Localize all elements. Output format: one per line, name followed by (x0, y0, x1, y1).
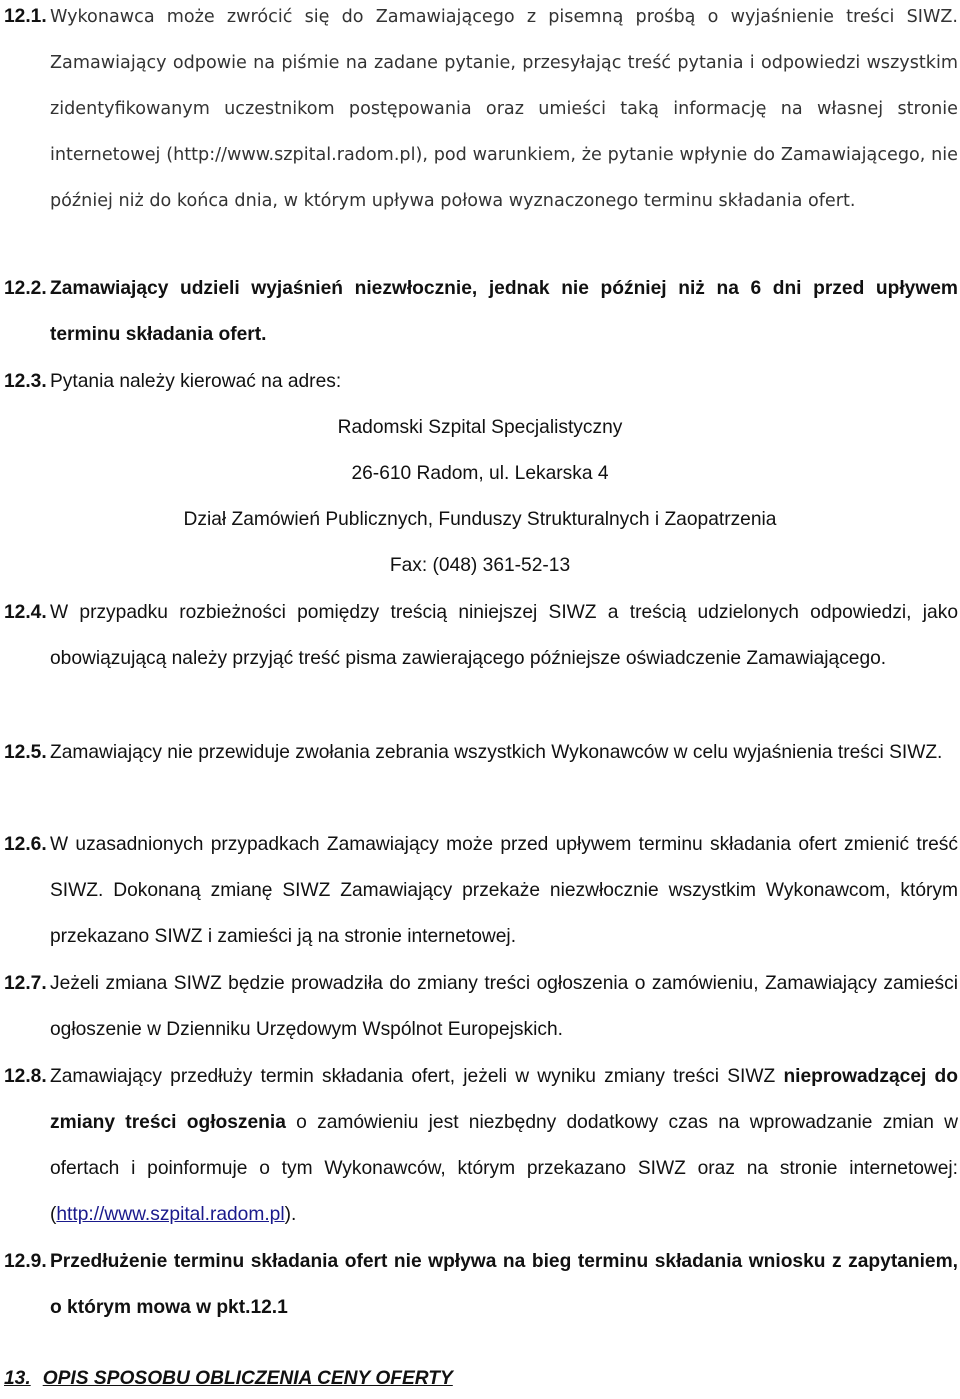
section-12-2 (4, 266, 958, 358)
section-number: 12.8. (4, 1066, 47, 1087)
section-number: 12.3. (4, 371, 47, 392)
section-text: Jeżeli zmiana SIWZ będzie prowadziła do zmiany treści ogłoszenia o zamówieniu, Zamawiający zamieści ogłoszenie w Dzienniku Urzędowym Wspólnot Europejskich. (50, 973, 958, 1040)
section-12-3 (4, 359, 958, 405)
section-12-7 (4, 961, 958, 1053)
section-number: 12.6. (4, 834, 47, 855)
section-12-5 (4, 730, 958, 776)
section-text: Wykonawca może zwrócić się do Zamawiającego z pisemną prośbą o wyjaśnienie treści SIWZ. Zamawiający odpowie na piśmie na zadane pytanie, przesyłając treść pytania i odpowiedzi wszystkim zidentyfikowanym uczestnikom postępowania oraz umieści taką informację na własnej stronie internetowej (http://www.szpital.radom.pl), pod warunkiem, że pytanie wpłynie do Zamawiającego, nie później niż do końca dnia, w którym upływa połowa wyznaczonego terminu składania ofert. (50, 7, 958, 211)
section-text (4, 1054, 958, 1238)
section-text-part: ). (284, 1204, 297, 1225)
section-text-part: Zamawiający przedłuży termin składania ofert, jeżeli w wyniku zmiany treści SIWZ (50, 1066, 784, 1087)
section-12-1 (4, 0, 958, 224)
section-number: 12.9. (4, 1251, 47, 1272)
address-line-1: Radomski Szpital Specjalistyczny (337, 417, 623, 438)
section-text: Pytania należy kierować na adres: (50, 371, 342, 392)
section-text-emphasis: nieprowadzącej do zmiany treści ogłoszenia (50, 1066, 958, 1133)
section-text-part: o zamówieniu jest niezbędny dodatkowy czas na wprowadzanie zmian w ofertach i poinformuje o tym Wykonawców, którym przekazano SIWZ oraz na stronie internetowej: ( (50, 1112, 959, 1225)
address-line-2: 26-610 Radom, ul. Lekarska 4 (351, 463, 609, 484)
section-number: 12.1. (4, 6, 47, 27)
section-12-6 (4, 822, 958, 960)
heading-number: 13. (4, 1368, 31, 1389)
section-text: W przypadku rozbieżności pomiędzy treścią niniejszej SIWZ a treścią udzielonych odpowiedzi, jako obowiązującą należy przyjąć treść pisma zawierającego późniejsze oświadczenie Zamawiającego. (50, 602, 958, 669)
section-number: 12.2. (4, 278, 47, 299)
address-line-4: Fax: (048) 361-52-13 (389, 555, 571, 576)
section-text: Przedłużenie terminu składania ofert nie wpływa na bieg terminu składania wniosku z zapytaniem, o którym mowa w pkt.12.1 (50, 1251, 958, 1318)
website-link[interactable]: http://www.szpital.radom.pl (56, 1204, 285, 1225)
section-number: 12.5. (4, 742, 47, 763)
section-12-9 (4, 1239, 958, 1331)
section-text: W uzasadnionych przypadkach Zamawiający może przed upływem terminu składania ofert zmienić treść SIWZ. Dokonaną zmianę SIWZ Zamawiający przekaże niezwłocznie wszystkim Wykonawcom, którym przekazano SIWZ i zamieści ją na stronie internetowej. (50, 834, 958, 947)
address-line-3: Dział Zamówień Publicznych, Funduszy Strukturalnych i Zaopatrzenia (183, 509, 777, 530)
section-12-4 (4, 590, 958, 682)
section-number: 12.7. (4, 973, 47, 994)
section-heading-13 (4, 1359, 453, 1399)
section-text: Zamawiający nie przewiduje zwołania zebrania wszystkich Wykonawców w celu wyjaśnienia treści SIWZ. (50, 742, 943, 763)
section-text: Zamawiający udzieli wyjaśnień niezwłocznie, jednak nie później niż na 6 dni przed upływem terminu składania ofert. (50, 278, 958, 345)
section-12-8 (4, 1054, 958, 1238)
section-number: 12.4. (4, 602, 47, 623)
heading-title: OPIS SPOSOBU OBLICZENIA CENY OFERTY (42, 1368, 453, 1389)
